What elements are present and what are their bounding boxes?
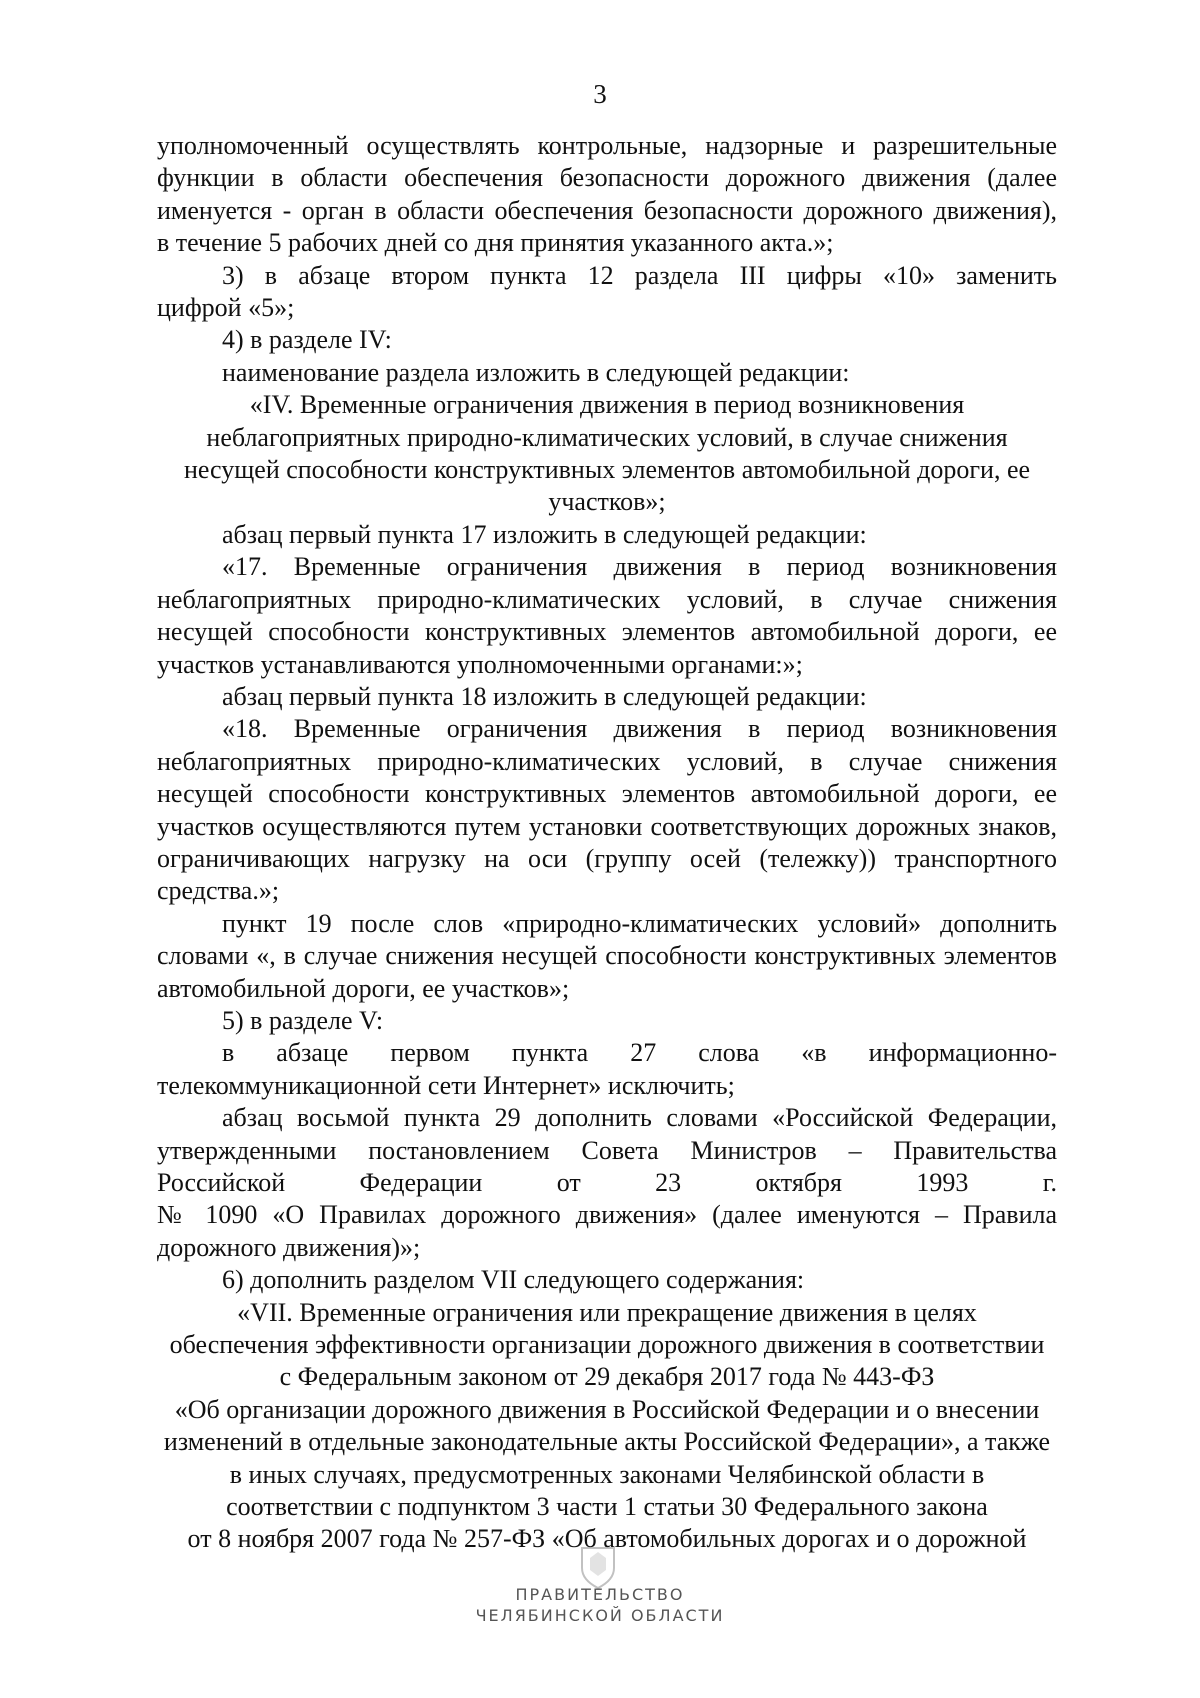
text-line: уполномоченный осуществлять контрольные, надзорные и разрешительные [157, 131, 1057, 160]
stamp-line: ЧЕЛЯБИНСКОЙ ОБЛАСТИ [475, 1606, 725, 1625]
text-line: дорожного движения)»; [157, 1232, 421, 1262]
section-heading-line: «VII. Временные ограничения или прекращение движения в целях [237, 1297, 977, 1327]
text-line: абзац первый пункта 17 изложить в следующей редакции: [222, 519, 867, 549]
section-heading-line: соответствии с подпунктом 3 части 1 статьи 30 Федерального закона [226, 1492, 988, 1522]
section-heading-line: в иных случаях, предусмотренных законами Челябинской области в [229, 1459, 985, 1489]
text-line: в течение 5 рабочих дней со дня принятия указанного акта.»; [157, 228, 834, 258]
section-heading-line: несущей способности конструктивных элементов автомобильной дороги, ее [183, 455, 1031, 485]
text-line: 3) в абзаце втором пункта 12 раздела III цифры «10» заменить [222, 260, 1057, 290]
section-heading-line: «Об организации дорожного движения в Российской Федерации и о внесении [174, 1394, 1040, 1424]
text-line: абзац восьмой пункта 29 дополнить словами «Российской Федерации, [222, 1103, 1057, 1133]
text-line: наименование раздела изложить в следующей редакции: [222, 357, 850, 387]
section-heading-line: неблагоприятных природно-климатических условий, в случае снижения [206, 422, 1008, 452]
section-heading-line: от 8 ноября 2007 года № 257-ФЗ «Об автомобильных дорогах и о дорожной [187, 1524, 1027, 1554]
text-line: цифрой «5»; [157, 293, 295, 323]
page-number: 3 [593, 79, 607, 109]
section-heading-line: «IV. Временные ограничения движения в период возникновения [249, 390, 965, 420]
text-line: ограничивающих нагрузку на оси (группу осей (тележку)) транспортного [157, 843, 1057, 873]
section-heading-line: изменений в отдельные законодательные акты Российской Федерации», а также [163, 1427, 1051, 1457]
text-line: телекоммуникационной сети Интернет» исключить; [157, 1070, 735, 1100]
text-line: «17. Временные ограничения движения в период возникновения [222, 552, 1057, 582]
text-line: 5) в разделе V: [222, 1005, 384, 1035]
government-stamp [0, 1584, 1200, 1626]
text-line: несущей способности конструктивных элементов автомобильной дороги, ее [157, 617, 1057, 647]
section-heading-line: обеспечения эффективности организации дорожного движения в соответствии [169, 1330, 1045, 1360]
text-line: в абзаце первом пункта 27 слова «в информационно- [222, 1038, 1057, 1068]
text-line: «18. Временные ограничения движения в период возникновения [222, 714, 1057, 744]
coat-of-arms-icon [574, 1542, 622, 1590]
text-line: абзац первый пункта 18 изложить в следующей редакции: [222, 681, 867, 711]
text-line: средства.»; [157, 876, 280, 906]
text-line: неблагоприятных природно-климатических условий, в случае снижения [157, 746, 1057, 776]
text-line: утвержденными постановлением Совета Министров – Правительства [157, 1135, 1057, 1165]
text-line: автомобильной дороги, ее участков»; [157, 973, 570, 1003]
stamp-line: ПРАВИТЕЛЬСТВО [515, 1585, 685, 1604]
text-line: участков устанавливаются уполномоченными органами:»; [157, 649, 803, 679]
text-line: 6) дополнить разделом VII следующего содержания: [222, 1265, 805, 1295]
text-line: участков осуществляются путем установки соответствующих дорожных знаков, [157, 811, 1057, 841]
section-heading-line: с Федеральным законом от 29 декабря 2017 года № 443-ФЗ [279, 1362, 935, 1392]
text-line: функции в области обеспечения безопасности дорожного движения (далее [157, 163, 1057, 193]
text-line: № 1090 «О Правилах дорожного движения» (далее именуются – Правила [157, 1200, 1057, 1230]
section-heading-line: участков»; [548, 487, 666, 517]
document-body [157, 130, 1057, 1556]
text-line: именуется - орган в области обеспечения безопасности дорожного движения), [157, 195, 1057, 225]
text-line: несущей способности конструктивных элементов автомобильной дороги, ее [157, 779, 1057, 809]
text-line: словами «, в случае снижения несущей способности конструктивных элементов [157, 941, 1057, 971]
text-line: 4) в разделе IV: [222, 325, 392, 355]
text-line: неблагоприятных природно-климатических условий, в случае снижения [157, 584, 1057, 614]
text-line: Российской Федерации от 23 октября 1993 г. [157, 1168, 1057, 1197]
text-line: пункт 19 после слов «природно-климатических условий» дополнить [222, 908, 1057, 938]
